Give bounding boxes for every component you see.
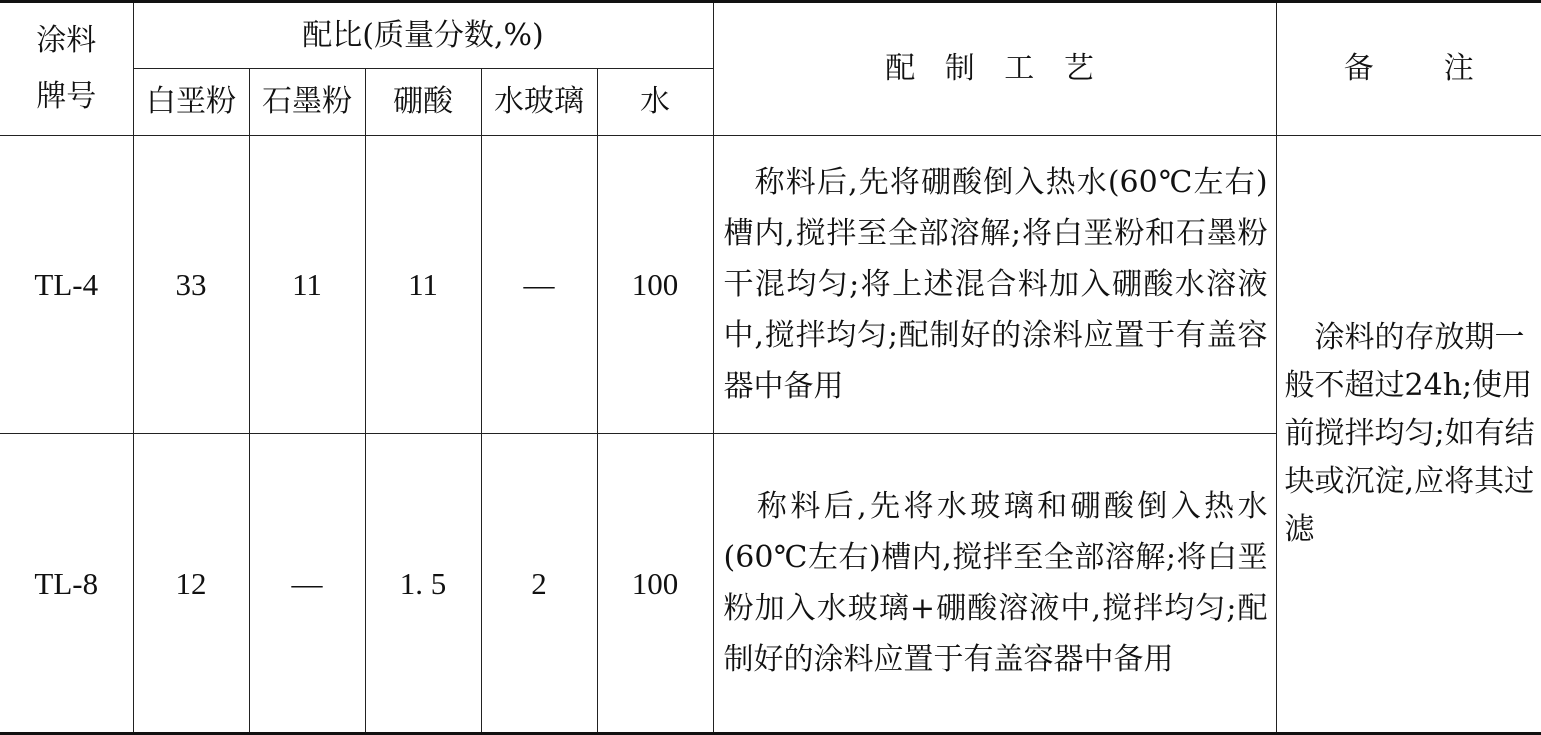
note-text: 涂料的存放期一般不超过24h;使用前搅拌均匀;如有结块或沉淀,应将其过滤 [1284, 320, 1535, 547]
process-text: 称料后,先将水玻璃和硼酸倒入热水(60℃左右)槽内,搅拌至全部溶解;将白垩粉加入水玻璃+硼酸溶液中,搅拌均匀;配制好的涂料应置于有盖容器中备用 [723, 489, 1268, 677]
header-coating-code [0, 2, 133, 136]
header-note [1276, 2, 1541, 136]
header-col-graphite: 石墨粉 [249, 69, 365, 136]
cell-water-glass: 2 [481, 434, 597, 734]
cell-boric-acid: 11 [365, 136, 481, 434]
cell-graphite: — [249, 434, 365, 734]
cell-chalk: 12 [133, 434, 249, 734]
cell-boric-acid: 1. 5 [365, 434, 481, 734]
cell-chalk: 33 [133, 136, 249, 434]
header-col-water: 水 [597, 69, 713, 136]
row-code: TL-8 [0, 434, 133, 734]
header-col-water-glass: 水玻璃 [481, 69, 597, 136]
process-text: 称料后,先将硼酸倒入热水(60℃左右)槽内,搅拌至全部溶解;将白垩粉和石墨粉干混均匀;将上述混合料加入硼酸水溶液中,搅拌均匀;配制好的涂料应置于有盖容器中备用 [723, 165, 1268, 404]
header-note-b: 注 [1443, 51, 1474, 86]
row-code: TL-4 [0, 136, 133, 434]
header-coating-code-line1: 涂料 [36, 23, 97, 58]
cell-water: 100 [597, 434, 713, 734]
cell-process [713, 434, 1276, 734]
cell-note [1276, 136, 1541, 734]
header-note-a: 备 [1343, 51, 1374, 86]
header-ratio-group: 配比(质量分数,%) [133, 2, 713, 69]
cell-water-glass: — [481, 136, 597, 434]
header-col-chalk: 白垩粉 [133, 69, 249, 136]
header-process: 配 制 工 艺 [713, 2, 1276, 136]
cell-water: 100 [597, 136, 713, 434]
cell-graphite: 11 [249, 136, 365, 434]
header-col-boric-acid: 硼酸 [365, 69, 481, 136]
cell-process [713, 136, 1276, 434]
header-coating-code-line2: 牌号 [36, 79, 97, 114]
